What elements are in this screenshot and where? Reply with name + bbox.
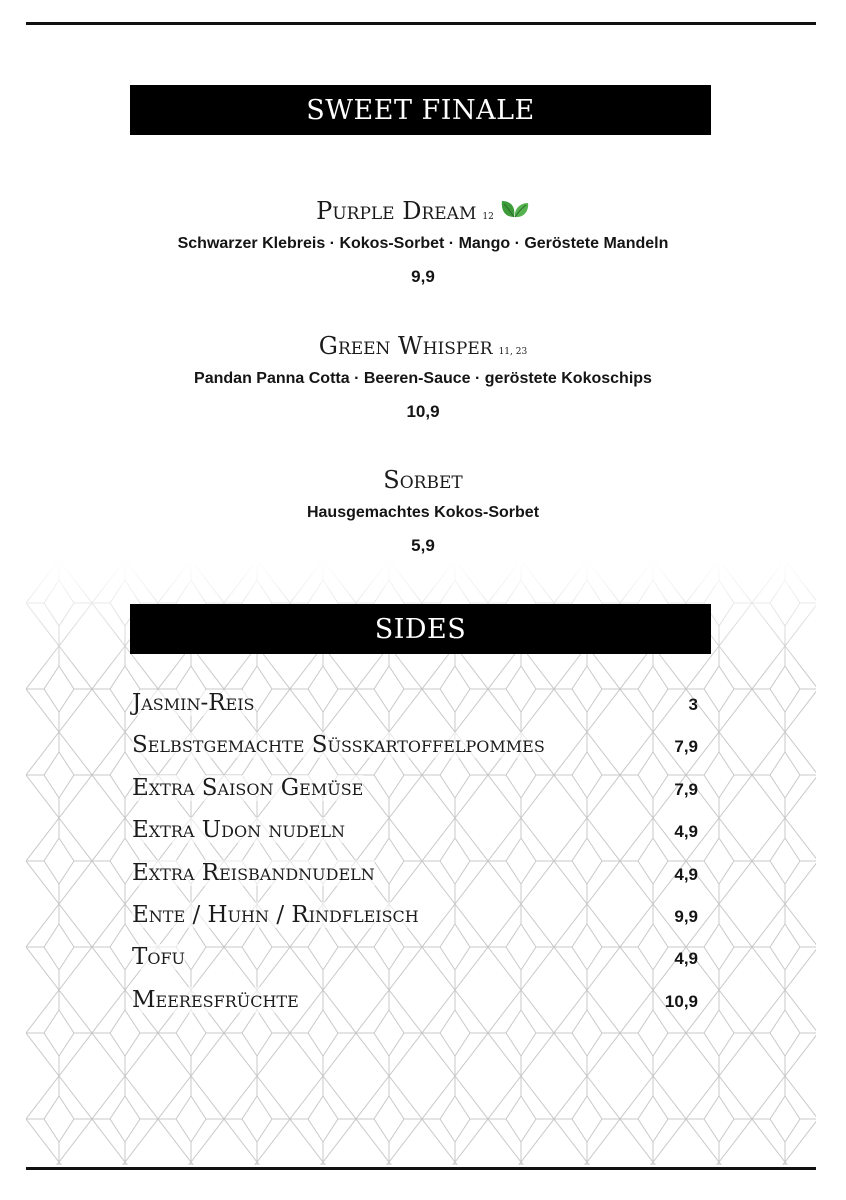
side-name: Extra Reisbandnudeln bbox=[132, 859, 375, 886]
dish-description: Schwarzer Klebreis · Kokos-Sorbet · Mango · Geröstete Mandeln bbox=[177, 235, 669, 252]
side-name: Extra Saison Gemüse bbox=[132, 774, 364, 801]
dish-name: Purple Dream bbox=[316, 197, 477, 225]
sides-banner bbox=[130, 604, 711, 654]
side-price: 7,9 bbox=[674, 779, 698, 799]
side-price: 9,9 bbox=[674, 906, 698, 926]
side-item bbox=[132, 775, 698, 817]
side-item bbox=[132, 987, 698, 1029]
side-price: 4,9 bbox=[674, 864, 698, 884]
dish-description: Pandan Panna Cotta · Beeren-Sauce · geröstete Kokoschips bbox=[194, 370, 652, 387]
dessert-item bbox=[0, 332, 846, 422]
dish-price: 10,9 bbox=[406, 402, 440, 421]
bottom-rule bbox=[26, 1167, 816, 1170]
side-name: Ente / Huhn / Rindfleisch bbox=[132, 901, 419, 928]
side-item bbox=[132, 817, 698, 859]
section-title: SWEET FINALE bbox=[306, 94, 535, 126]
dish-name: Green Whisper bbox=[318, 332, 493, 360]
sweet-finale-banner bbox=[130, 85, 711, 135]
dish-name: Sorbet bbox=[383, 466, 463, 494]
dessert-item bbox=[0, 197, 846, 287]
side-price: 3 bbox=[688, 695, 698, 714]
side-price: 4,9 bbox=[674, 949, 698, 969]
dessert-item bbox=[0, 466, 846, 556]
side-name: Jasmin-Reis bbox=[132, 690, 255, 716]
section-title: SIDES bbox=[374, 613, 467, 645]
side-item bbox=[132, 732, 698, 774]
side-price: 10,9 bbox=[664, 991, 698, 1011]
side-name: Tofu bbox=[132, 944, 186, 971]
allergen-codes: 12 bbox=[482, 212, 494, 222]
side-name: Selbstgemachte Süßkartoffelpommes bbox=[132, 732, 545, 759]
side-name: Extra Udon nudeln bbox=[132, 817, 346, 844]
side-item bbox=[132, 944, 698, 986]
dish-price: 5,9 bbox=[411, 536, 435, 555]
leaf-icon bbox=[500, 197, 530, 219]
side-item bbox=[132, 860, 698, 902]
dish-description: Hausgemachtes Kokos-Sorbet bbox=[306, 504, 540, 521]
dish-price: 9,9 bbox=[411, 267, 435, 286]
side-item bbox=[132, 690, 698, 732]
side-name: Meeresfrüchte bbox=[132, 986, 299, 1013]
top-rule bbox=[26, 22, 816, 25]
side-item bbox=[132, 902, 698, 944]
allergen-codes: 11, 23 bbox=[498, 347, 528, 357]
side-price: 4,9 bbox=[674, 822, 698, 842]
side-price: 7,9 bbox=[674, 737, 698, 757]
sides-list bbox=[132, 690, 698, 1029]
